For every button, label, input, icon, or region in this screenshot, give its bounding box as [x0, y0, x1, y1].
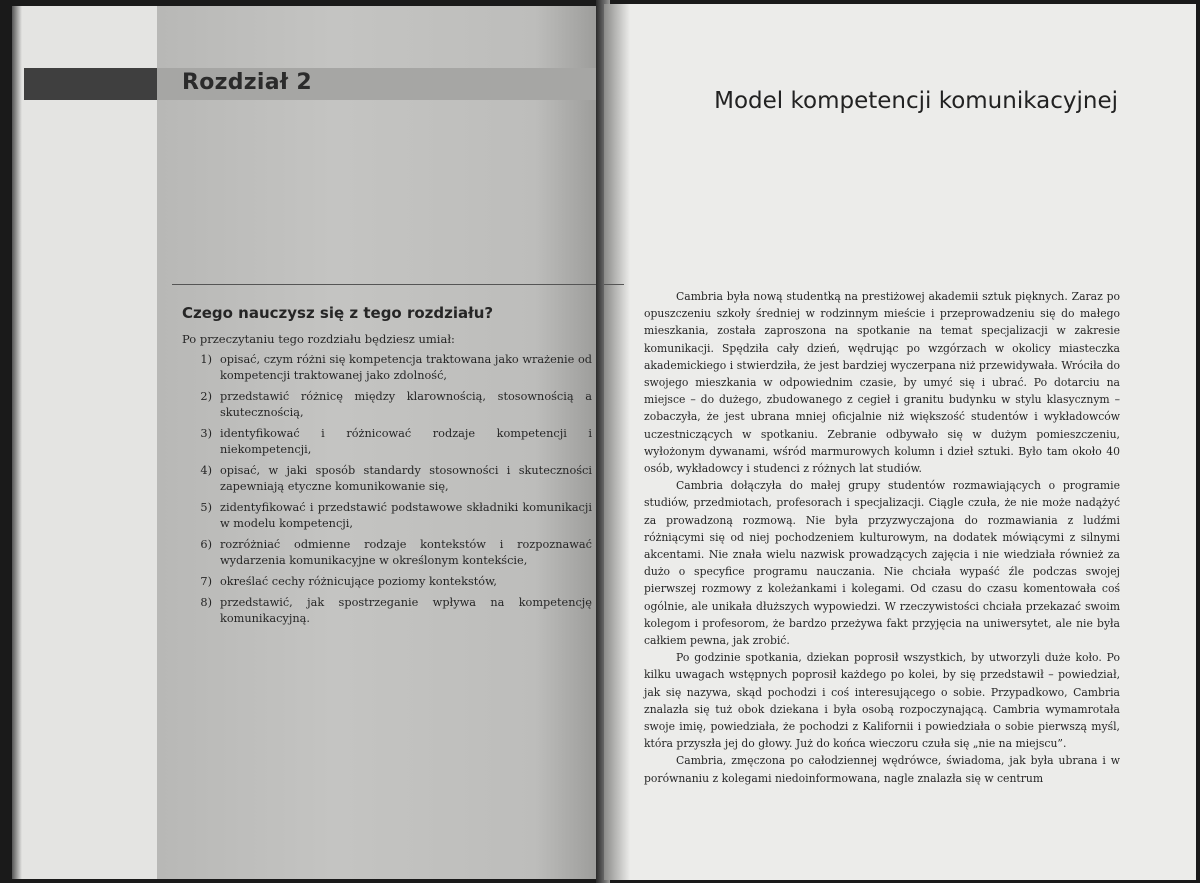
body-text [644, 288, 1120, 787]
chapter-label: Rozdział 2 [182, 70, 312, 95]
objective-text: przedstawić różnicę między klarownością, stosownością a skutecznością, [220, 390, 592, 419]
objective-item [182, 595, 592, 627]
paragraph: Cambria, zmęczona po całodziennej wędrówce, świadoma, jak była ubrana i w porównaniu z kolegami niedoinformowana, nagle znalazła się w centrum [644, 754, 1120, 785]
objective-text: przedstawić, jak spostrzeganie wpływa na kompetencję komunikacyjną. [220, 596, 592, 625]
objective-item [182, 463, 592, 495]
objective-item [182, 574, 592, 590]
objective-number: 6) [200, 538, 212, 551]
objective-text: zidentyfikować i przedstawić podstawowe składniki komunikacji w modelu kompetencji, [220, 501, 592, 530]
objectives-intro: Po przeczytaniu tego rozdziału będziesz umiał: [182, 332, 455, 346]
objectives-box [182, 304, 592, 632]
objectives-heading: Czego nauczysz się z tego rozdziału? [182, 304, 494, 322]
section-rule [604, 284, 624, 285]
right-page-gutter-shadow [604, 4, 630, 880]
objective-number: 7) [200, 575, 212, 588]
objective-number: 5) [200, 501, 212, 514]
chapter-title: Model kompetencji komunikacyjnej [714, 88, 1118, 114]
objective-text: identyfikować i różnicować rodzaje kompetencji i niekompetencji, [220, 427, 592, 456]
objective-item [182, 426, 592, 458]
paragraph: Cambria dołączyła do małej grupy studentów rozmawiających o programie studiów, przedmiotach, profesorach i specjalizacji. Ciągle czuła, że nie może nadążyć za prowadzoną rozmową. Nie była przyzwyczajona do rozmawiania z ludźmi różniącymi się od niej pochodzeniem kulturowym, na dodatek mówiącymi z silnymi akcentami. Nie znała wielu nazwisk prowadzących zajęcia i nie wiedziała również za dużo o specyfice programu nauczania. Nie chciała wypaść źle podczas swojej pierwszej rozmowy z koleżankami i kolegami. Od czasu do czasu komentowała coś ogólnie, ale unikała dłuższych wypowiedzi. W rzeczywistości chciała przekazać swoim kolegom i profesorom, że bardzo przeżywa fakt przyjęcia na uniwersytet, ale nie była całkiem pewna, jak zrobić. [644, 479, 1120, 648]
left-page [12, 6, 602, 879]
right-page [604, 4, 1196, 880]
objective-item [182, 389, 592, 421]
objective-item [182, 352, 592, 384]
section-rule [172, 284, 602, 285]
objective-text: rozróżniać odmienne rodzaje kontekstów i rozpoznawać wydarzenia komunikacyjne w określonym kontekście, [220, 538, 592, 567]
objective-number: 4) [200, 464, 212, 477]
objective-number: 1) [200, 353, 212, 366]
objective-item [182, 500, 592, 532]
objective-text: opisać, w jaki sposób standardy stosowności i skuteczności zapewniają etyczne komunikowanie się, [220, 464, 592, 493]
objective-number: 2) [200, 390, 212, 403]
objectives-list [182, 352, 592, 627]
objective-text: opisać, czym różni się kompetencja traktowana jako wrażenie od kompetencji traktowanej jako zdolność, [220, 353, 592, 382]
objective-number: 8) [200, 596, 212, 609]
objective-item [182, 537, 592, 569]
objective-number: 3) [200, 427, 212, 440]
paragraph: Po godzinie spotkania, dziekan poprosił wszystkich, by utworzyli duże koło. Po kilku uwagach wstępnych poprosił każdego po kolei, by się przedstawił – powiedział, jak się nazywa, skąd pochodzi i coś interesującego o sobie. Przypadkowo, Cambria znalazła się tuż obok dziekana i była osobą rozpoczynającą. Cambria wymamrotała swoje imię, powiedziała, że pochodzi z Kalifornii i powiedziała o sobie pierwszą myśl, która przyszła jej do głowy. Już do końca wieczoru czuła się „nie na miejscu”. [644, 651, 1120, 751]
objective-text: określać cechy różnicujące poziomy kontekstów, [220, 575, 498, 588]
paragraph: Cambria była nową studentką na prestiżowej akademii sztuk pięknych. Zaraz po opuszczeniu szkoły średniej w rodzinnym mieście i przeprowadzeniu się do małego mieszkania, została zaproszona na spotkanie na temat specjalizacji w zakresie komunikacji. Spędziła cały dzień, wędrując po wzgórzach w okolicy miasteczka akademickiego i stwierdziła, że jest bardziej wyczerpana niż przewidywała. Wróciła do swojego mieszkania w odpowiednim czasie, by umyć się i ubrać. Po dotarciu na miejsce – do dużego, zbudowanego z cegieł i granitu budynku w stylu klasycznym – zobaczyła, że jest ubrana mniej oficjalnie niż większość studentów i wykładowców uczestniczących w spotkaniu. Zebranie odbywało się w dużym pomieszczeniu, wyłożonym dywanami, wśród marmurowych kolumn i dzieł sztuki. Było tam około 40 osób, wykładowcy i studenci z różnych lat studiów. [644, 290, 1120, 476]
chapter-bar [24, 68, 167, 100]
left-page-edge-shadow [12, 6, 22, 879]
